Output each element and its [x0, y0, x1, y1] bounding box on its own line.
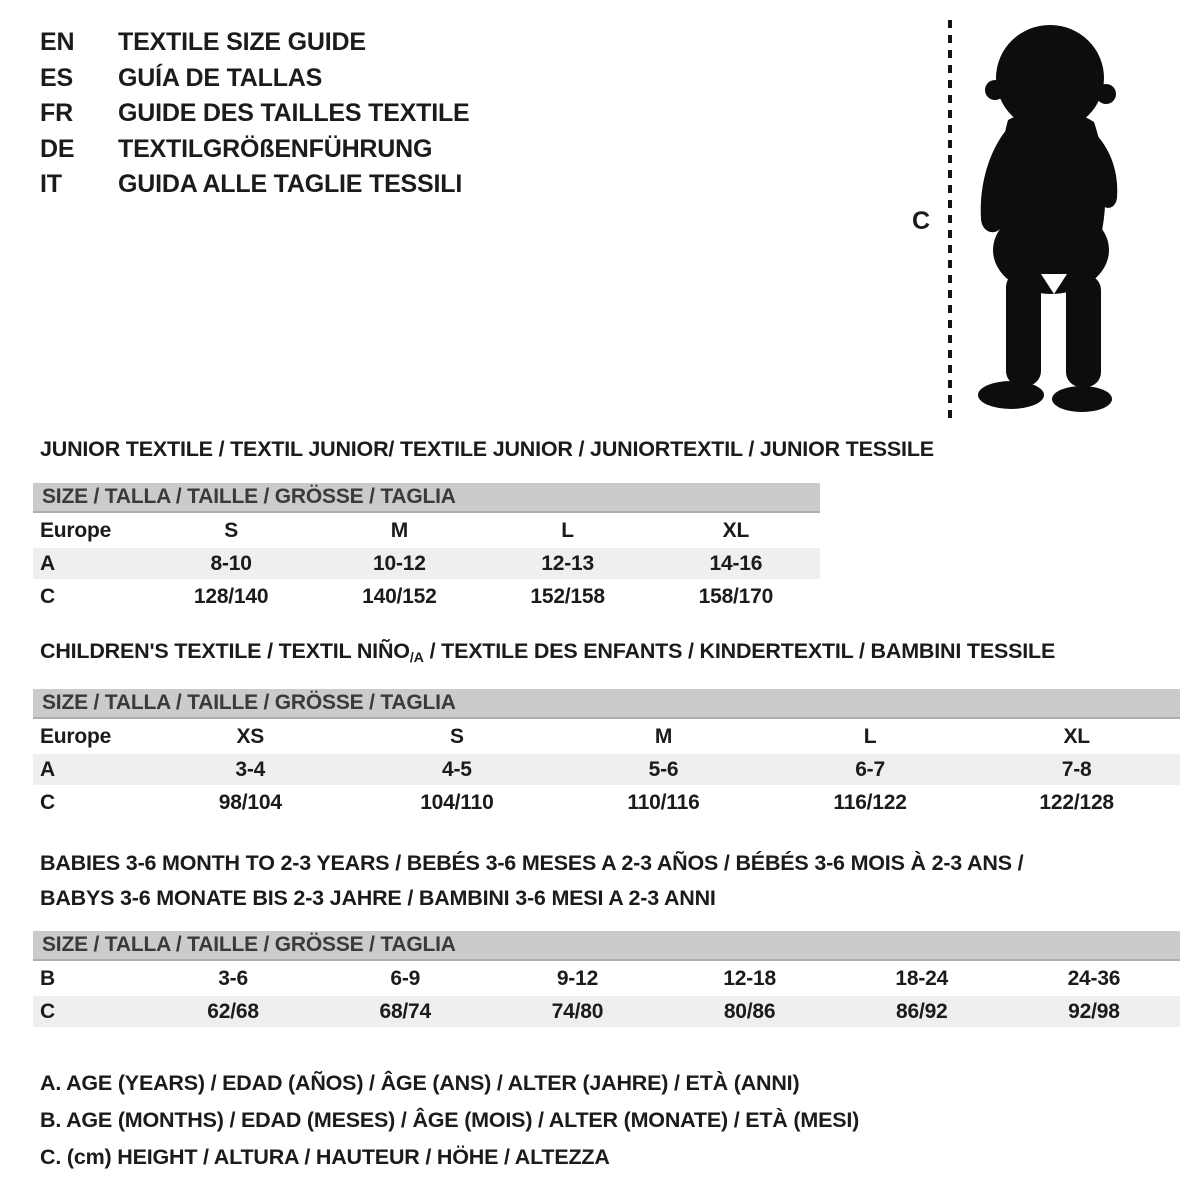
- row-label: Europe: [40, 519, 112, 542]
- size-header-bar: SIZE / TALLA / TAILLE / GRÖSSE / TAGLIA: [33, 931, 1180, 961]
- age-cell: 10-12: [373, 552, 426, 575]
- language-code: DE: [40, 134, 75, 163]
- age-cell: 18-24: [895, 967, 949, 990]
- guide-title-fr: GUIDE DES TAILLES TEXTILE: [118, 99, 470, 127]
- table-row-europe: [33, 515, 820, 546]
- babies-size-table: [33, 931, 1180, 1029]
- table-row-age: [33, 754, 1180, 785]
- height-cell: 68/74: [379, 1000, 432, 1023]
- row-label: A: [40, 758, 55, 781]
- language-code: EN: [40, 28, 75, 56]
- legend-line-c: C. (cm) HEIGHT / ALTURA / HAUTEUR / HÖHE / ALTEZZA: [40, 1145, 610, 1169]
- legend-line-b: B. AGE (MONTHS) / EDAD (MESES) / ÂGE (MOIS) / ALTER (MONATE) / ETÀ (MESI): [40, 1108, 860, 1132]
- guide-title-en: TEXTILE SIZE GUIDE: [118, 28, 366, 56]
- age-cell: 12-18: [723, 967, 776, 990]
- size-header-bar: SIZE / TALLA / TAILLE / GRÖSSE / TAGLIA: [33, 689, 1180, 719]
- height-cell: 98/104: [218, 791, 282, 814]
- size-cell: M: [654, 725, 673, 748]
- measure-legend: [40, 1071, 859, 1182]
- height-cell: 158/170: [698, 585, 774, 608]
- language-row-fr: [40, 101, 470, 126]
- height-cell: 128/140: [193, 585, 269, 608]
- language-code: FR: [40, 99, 73, 127]
- legend-line-a: A. AGE (YEARS) / EDAD (AÑOS) / ÂGE (ANS) / ALTER (JAHRE) / ETÀ (ANNI): [40, 1071, 800, 1095]
- children-section-title: [40, 639, 1055, 665]
- size-cell: XS: [236, 725, 265, 748]
- height-cell: 110/116: [627, 791, 700, 814]
- age-cell: 14-16: [709, 552, 763, 575]
- language-row-en: [40, 30, 470, 55]
- row-label: B: [40, 967, 55, 990]
- babies-section-title: [40, 846, 1023, 916]
- age-cell: 3-4: [235, 758, 266, 781]
- size-cell: XL: [722, 519, 750, 542]
- toddler-silhouette-icon: [962, 22, 1144, 420]
- size-cell: L: [561, 519, 574, 542]
- row-label: Europe: [40, 725, 112, 748]
- height-cell: 80/86: [723, 1000, 776, 1023]
- children-title-post: / TEXTILE DES ENFANTS / KINDERTEXTIL / BAMBINI TESSILE: [423, 639, 1056, 663]
- age-cell: 6-7: [855, 758, 885, 781]
- table-row-europe: [33, 721, 1180, 752]
- children-size-table: [33, 689, 1180, 820]
- size-cell: XL: [1063, 725, 1090, 748]
- babies-title-line1: BABIES 3-6 MONTH TO 2-3 YEARS / BEBÉS 3-6 MESES A 2-3 AÑOS / BÉBÉS 3-6 MOIS À 2-3 ANS /: [40, 851, 1024, 875]
- age-cell: 5-6: [648, 758, 679, 781]
- height-cell: 122/128: [1039, 791, 1114, 814]
- age-cell: 12-13: [541, 552, 594, 575]
- age-cell: 7-8: [1061, 758, 1092, 781]
- language-row-de: [40, 134, 470, 163]
- table-row-height: [33, 787, 1180, 818]
- table-row-age: [33, 548, 820, 579]
- height-measure-dashed-line: [948, 20, 952, 418]
- junior-size-table: [33, 483, 820, 614]
- height-cell: 104/110: [420, 791, 494, 814]
- age-cell: 8-10: [210, 552, 252, 575]
- table-row-age-months: [33, 963, 1180, 994]
- height-measure-label: C: [912, 207, 930, 235]
- table-row-height: [33, 996, 1180, 1027]
- row-label: C: [40, 585, 55, 608]
- height-cell: 152/158: [530, 585, 605, 608]
- guide-title-it: GUIDA ALLE TAGLIE TESSILI: [118, 170, 463, 198]
- age-cell: 3-6: [218, 967, 248, 990]
- babies-title-line2: BABYS 3-6 MONATE BIS 2-3 JAHRE / BAMBINI 3-6 MESI A 2-3 ANNI: [40, 886, 716, 910]
- height-cell: 74/80: [551, 1000, 604, 1023]
- children-title-sub: /A: [409, 649, 424, 665]
- size-cell: M: [390, 519, 409, 542]
- age-cell: 6-9: [390, 967, 421, 990]
- language-row-es: [40, 63, 470, 92]
- size-cell: S: [224, 519, 239, 542]
- language-row-it: [40, 172, 470, 197]
- language-code: IT: [40, 170, 62, 198]
- row-label: C: [40, 1000, 55, 1023]
- row-label: A: [40, 552, 55, 575]
- size-cell: S: [449, 725, 464, 748]
- height-cell: 62/68: [207, 1000, 259, 1023]
- age-cell: 4-5: [442, 758, 472, 781]
- guide-title-de: TEXTILGRÖßENFÜHRUNG: [118, 134, 433, 163]
- age-cell: 9-12: [556, 967, 599, 990]
- size-header-bar: SIZE / TALLA / TAILLE / GRÖSSE / TAGLIA: [33, 483, 820, 513]
- height-cell: 86/92: [895, 1000, 948, 1023]
- children-title-pre: CHILDREN'S TEXTILE / TEXTIL NIÑO: [40, 639, 410, 663]
- height-cell: 116/122: [833, 791, 907, 814]
- junior-section-title: JUNIOR TEXTILE / TEXTIL JUNIOR/ TEXTILE JUNIOR / JUNIORTEXTIL / JUNIOR TESSILE: [40, 437, 934, 461]
- height-cell: 92/98: [1068, 1000, 1120, 1023]
- language-code: ES: [40, 63, 73, 92]
- row-label: C: [40, 791, 55, 814]
- size-cell: L: [863, 725, 877, 748]
- age-cell: 24-36: [1067, 967, 1121, 990]
- table-row-height: [33, 581, 820, 612]
- guide-title-es: GUÍA DE TALLAS: [118, 63, 323, 92]
- height-cell: 140/152: [362, 585, 437, 608]
- language-title-list: [40, 30, 470, 208]
